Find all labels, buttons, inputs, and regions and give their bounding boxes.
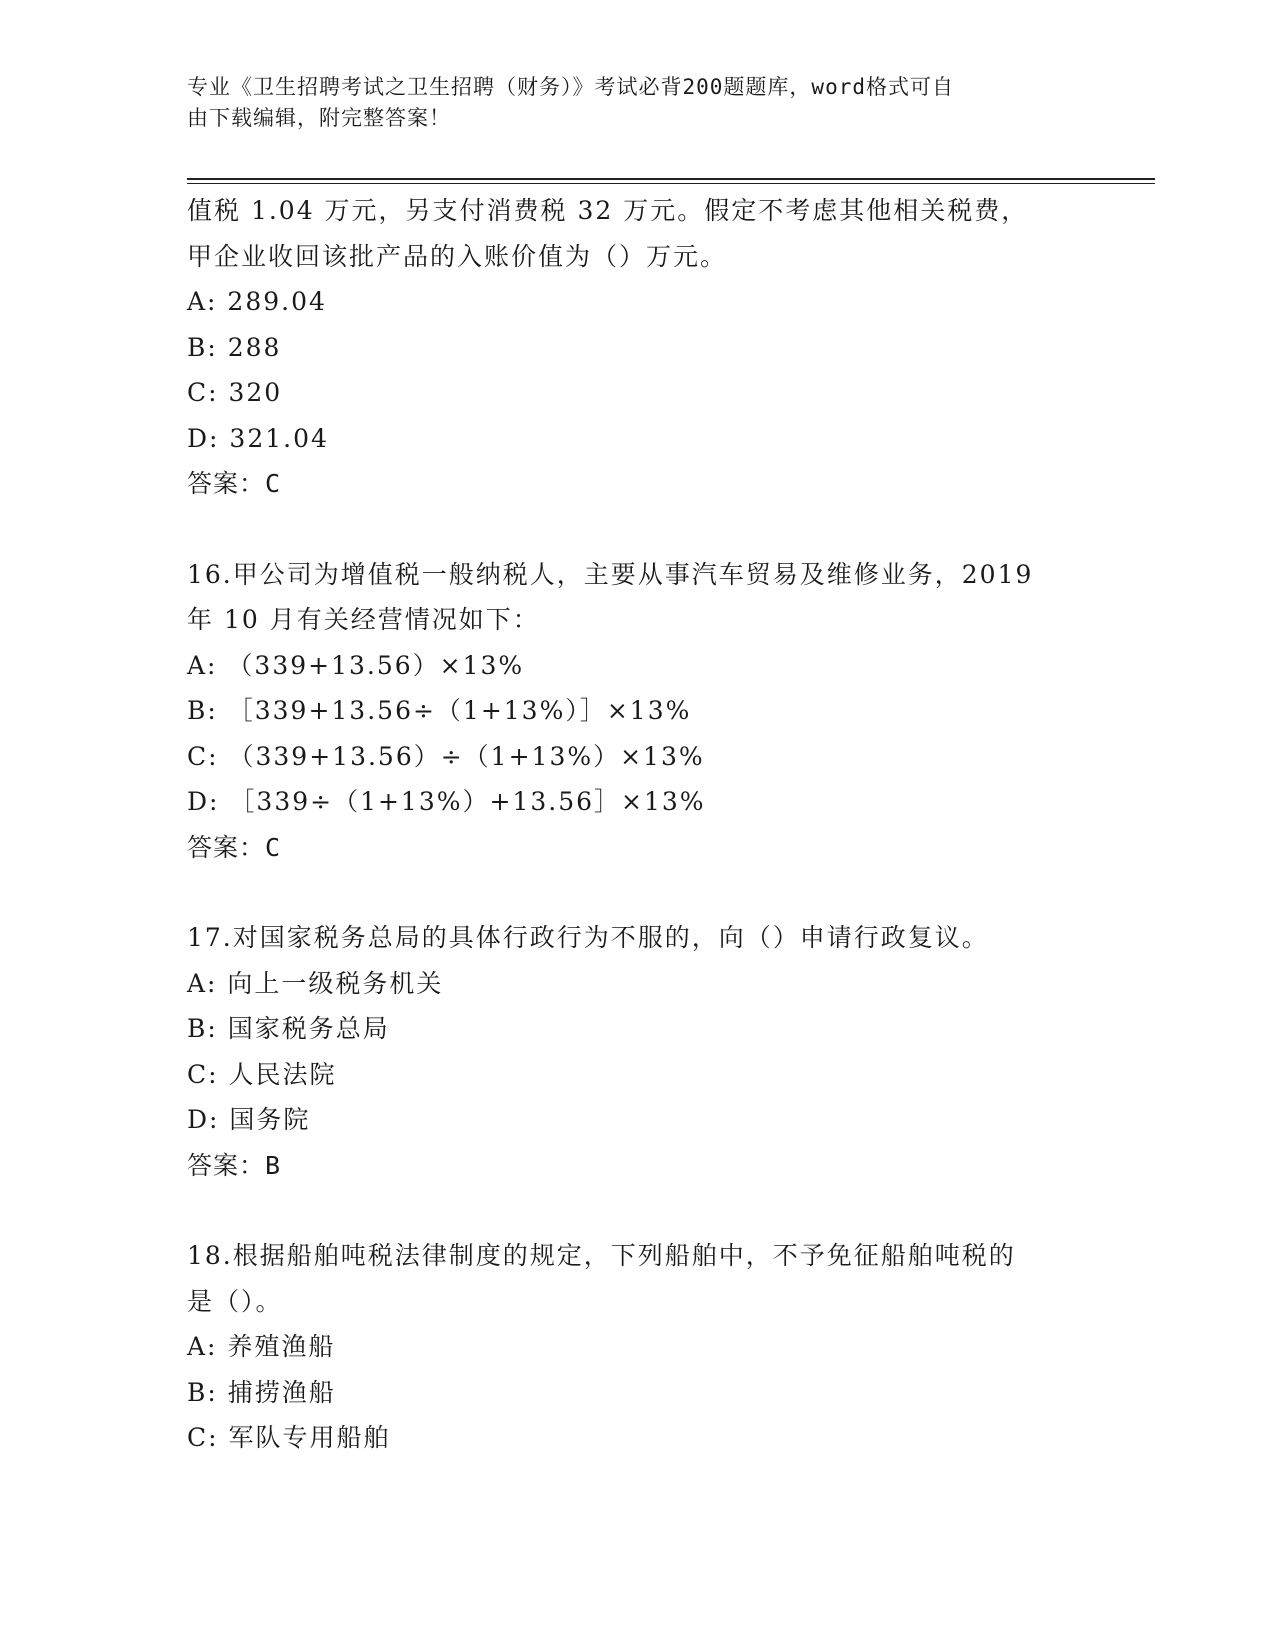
option-a: A: （339+13.56）×13%: [187, 650, 525, 680]
question-16: [187, 552, 1127, 871]
option-d: D: 国务院: [187, 1105, 311, 1134]
option-c: C: 军队专用船舶: [187, 1423, 391, 1452]
option-b: B: 288: [187, 332, 282, 362]
option-c: C: 320: [187, 378, 283, 407]
option-c: C: （339+13.56）÷（1+13%）×13%: [187, 741, 705, 771]
document-header: [187, 72, 1067, 134]
question-text-line: 16.甲公司为增值税一般纳税人，主要从事汽车贸易及维修业务，2019: [187, 559, 1034, 589]
option-a: A: 289.04: [187, 287, 327, 316]
spacer: [187, 870, 1127, 915]
option-d: D: 321.04: [187, 423, 329, 453]
answer-line: 答案：B: [187, 1150, 282, 1180]
header-line-2: 由下载编辑，附完整答案！: [187, 106, 451, 130]
answer-line: 答案：C: [187, 832, 282, 862]
question-text-line: 17.对国家税务总局的具体行政行为不服的，向（）申请行政复议。: [187, 923, 989, 952]
question-text-line: 18.根据船舶吨税法律制度的规定，下列船舶中，不予免征船舶吨税的: [187, 1241, 1016, 1270]
option-b: B: ［339+13.56÷（1+13%）］×13%: [187, 696, 692, 725]
spacer: [187, 1188, 1127, 1233]
header-divider-thin: [187, 183, 1155, 184]
option-a: A: 向上一级税务机关: [187, 968, 444, 998]
question-15-continuation: [187, 188, 1127, 507]
option-b: B: 国家税务总局: [187, 1014, 390, 1043]
option-d: D: ［339÷（1+13%）+13.56］×13%: [187, 787, 706, 816]
spacer: [187, 507, 1127, 552]
question-text-line: 值税 1.04 万元，另支付消费税 32 万元。假定不考虑其他相关税费，: [187, 196, 1029, 225]
option-b: B: 捕捞渔船: [187, 1377, 336, 1407]
answer-line: 答案：C: [187, 469, 282, 498]
option-a: A: 养殖渔船: [187, 1332, 336, 1361]
option-c: C: 人民法院: [187, 1059, 337, 1089]
question-text-line: 甲企业收回该批产品的入账价值为（）万元。: [187, 241, 728, 271]
question-18: [187, 1233, 1127, 1461]
question-text-line: 是（）。: [187, 1286, 283, 1316]
header-divider-thick: [187, 178, 1155, 180]
header-line-1: 专业《卫生招聘考试之卫生招聘（财务）》考试必背200题题库，word格式可自: [187, 75, 954, 99]
question-17: [187, 915, 1127, 1188]
question-text-line: 年 10 月有关经营情况如下：: [187, 605, 540, 634]
document-body: [187, 188, 1127, 1461]
